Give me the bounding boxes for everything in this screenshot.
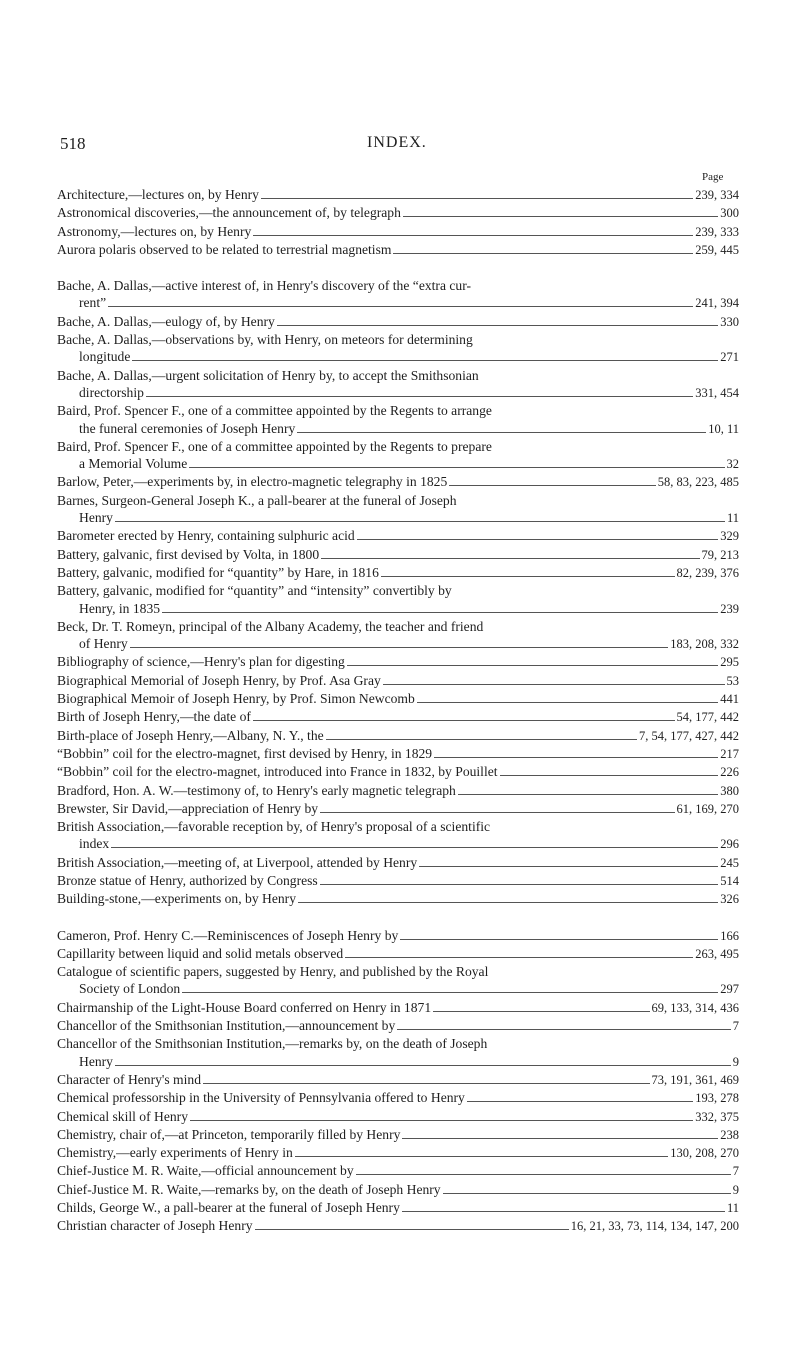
- entry-line: [57, 800, 739, 818]
- entry-text: “Bobbin” coil for the electro-magnet, introduced into France in 1832, by Pouillet: [57, 764, 498, 780]
- entry-text: Catalogue of scientific papers, suggested by Henry, and published by the Royal: [57, 964, 489, 980]
- dot-leader: [402, 1138, 718, 1139]
- entry-text: directorship: [79, 384, 144, 400]
- entry-text: index: [79, 836, 110, 852]
- index-entry: [57, 963, 739, 999]
- page-reference: 217: [720, 746, 739, 761]
- page-reference: 239, 334: [695, 188, 739, 202]
- page-reference: 10, 11: [708, 421, 739, 436]
- page-reference: 263, 495: [695, 946, 739, 961]
- dot-leader: [162, 612, 718, 613]
- entry-text: Biographical Memorial of Joseph Henry, by Prof. Asa Gray: [57, 672, 381, 688]
- index-entry: [57, 1126, 739, 1144]
- page-title: INDEX.: [367, 134, 427, 151]
- entry-line: [57, 204, 739, 222]
- entry-line: [57, 582, 739, 599]
- page-reference: 193, 278: [695, 1091, 739, 1106]
- entry-line: [57, 1181, 739, 1199]
- entry-continuation-line: [57, 835, 739, 853]
- index-entry: [57, 1071, 739, 1089]
- page-reference: 130, 208, 270: [670, 1146, 739, 1161]
- dot-leader: [203, 1083, 649, 1084]
- entry-text: Bradford, Hon. A. W.—testimony of, to Henry's early magnetic telegraph: [57, 782, 456, 798]
- index-entry: [57, 1017, 739, 1035]
- page-reference: 245: [720, 855, 739, 870]
- entry-line: [57, 890, 739, 908]
- index-entry: [57, 818, 739, 854]
- entry-line: [57, 1108, 739, 1126]
- dot-leader: [467, 1101, 693, 1102]
- entry-line: [57, 1126, 739, 1144]
- index-entry: [57, 367, 739, 403]
- dot-leader: [253, 235, 693, 236]
- entry-line: [57, 564, 739, 582]
- page-reference: 330: [720, 314, 739, 329]
- entry-line: [57, 872, 739, 890]
- index-entry: [57, 473, 739, 491]
- index-entry: [57, 999, 739, 1017]
- entry-text: a Memorial Volume: [79, 456, 188, 472]
- dot-leader: [443, 1193, 731, 1194]
- index-entry: [57, 653, 739, 671]
- entry-text: Chairmanship of the Light-House Board conferred on Henry in 1871: [57, 999, 432, 1015]
- entry-continuation-line: [57, 348, 739, 366]
- entry-text: Baird, Prof. Spencer F., one of a committee appointed by the Regents to arrange: [57, 403, 492, 419]
- page-reference: 166: [720, 928, 739, 943]
- entry-text: Chemical professorship in the University of Pennsylvania offered to Henry: [57, 1090, 465, 1106]
- dot-leader: [297, 432, 706, 433]
- page-reference: 16, 21, 33, 73, 114, 134, 147, 200: [570, 1219, 739, 1234]
- entry-continuation-line: [57, 420, 739, 438]
- index-entry: [57, 546, 739, 564]
- entry-line: [57, 223, 739, 241]
- entry-line: [57, 1017, 739, 1035]
- dot-leader: [417, 702, 718, 703]
- entry-continuation-line: [57, 980, 739, 998]
- entry-text: Aurora polaris observed to be related to terrestrial magnetism: [57, 241, 392, 257]
- entry-line: [57, 546, 739, 564]
- entry-text: Cameron, Prof. Henry C.—Reminiscences of Joseph Henry by: [57, 927, 399, 943]
- entry-line: [57, 1035, 739, 1052]
- entry-line: [57, 527, 739, 545]
- page-column-label: Page: [702, 171, 724, 183]
- index-entry: [57, 582, 739, 618]
- entry-text: Henry: [79, 1053, 113, 1069]
- letter-group-break: [57, 259, 739, 277]
- page-reference: 241, 394: [695, 296, 739, 311]
- entry-text: Childs, George W., a pall-bearer at the funeral of Joseph Henry: [57, 1200, 400, 1216]
- page-reference: 514: [720, 873, 739, 888]
- dot-leader: [347, 665, 718, 666]
- page-reference: 73, 191, 361, 469: [651, 1072, 739, 1087]
- entry-text: British Association,—meeting of, at Liverpool, attended by Henry: [57, 854, 418, 870]
- page-reference: 331, 454: [695, 385, 739, 400]
- entry-line: [57, 999, 739, 1017]
- entry-line: [57, 331, 739, 348]
- index-entry: [57, 727, 739, 745]
- index-entry: [57, 945, 739, 963]
- index-entry: [57, 890, 739, 908]
- page-reference: 332, 375: [695, 1109, 739, 1124]
- entry-text: Biographical Memoir of Joseph Henry, by Prof. Simon Newcomb: [57, 691, 415, 707]
- entry-text: Bache, A. Dallas,—active interest of, in Henry's discovery of the “extra cur-: [57, 278, 471, 294]
- entry-line: [57, 277, 739, 294]
- dot-leader: [433, 1011, 649, 1012]
- index-entry: [57, 313, 739, 331]
- index-entry: [57, 1217, 739, 1235]
- index-entry: [57, 872, 739, 890]
- index-entry: [57, 800, 739, 818]
- entry-text: of Henry: [79, 636, 128, 652]
- dot-leader: [298, 902, 718, 903]
- page-reference: 58, 83, 223, 485: [657, 475, 739, 490]
- entry-text: Bronze statue of Henry, authorized by Congress: [57, 872, 318, 888]
- dot-leader: [320, 812, 674, 813]
- entry-line: [57, 618, 739, 635]
- index-entry: [57, 223, 739, 241]
- entry-line: [57, 854, 739, 872]
- entry-line: [57, 727, 739, 745]
- entry-text: rent”: [79, 295, 107, 311]
- entry-continuation-line: [57, 384, 739, 402]
- entry-text: the funeral ceremonies of Joseph Henry: [79, 420, 296, 436]
- entry-text: Barometer erected by Henry, containing sulphuric acid: [57, 528, 355, 544]
- entry-text: Architecture,—lectures on, by Henry: [57, 187, 259, 202]
- dot-leader: [400, 939, 718, 940]
- entry-text: Capillarity between liquid and solid metals observed: [57, 945, 344, 961]
- index-entry: [57, 1181, 739, 1199]
- entry-text: Barlow, Peter,—experiments by, in electro-magnetic telegraphy in 1825: [57, 474, 448, 490]
- index-entry: [57, 1144, 739, 1162]
- index-entry: [57, 782, 739, 800]
- entry-line: [57, 963, 739, 980]
- index-entry: [57, 277, 739, 313]
- entry-continuation-line: [57, 294, 739, 312]
- index-entry: [57, 564, 739, 582]
- page-reference: 239: [720, 601, 739, 616]
- entry-text: Brewster, Sir David,—appreciation of Henry by: [57, 800, 319, 816]
- entry-text: Chemistry, chair of,—at Princeton, temporarily filled by Henry: [57, 1126, 401, 1142]
- page-reference: 82, 239, 376: [676, 565, 739, 580]
- index-entry: [57, 1089, 739, 1107]
- dot-leader: [383, 684, 725, 685]
- dot-leader: [132, 360, 718, 361]
- index-entry: [57, 1199, 739, 1217]
- dot-leader: [255, 1229, 569, 1230]
- entry-line: [57, 313, 739, 331]
- index-list: [57, 186, 739, 1236]
- entry-text: longitude: [79, 349, 131, 365]
- dot-leader: [397, 1029, 730, 1030]
- page-reference: 239, 333: [695, 224, 739, 239]
- dot-leader: [458, 794, 718, 795]
- dot-leader: [403, 216, 718, 217]
- entry-text: Barnes, Surgeon-General Joseph K., a pall-bearer at the funeral of Joseph: [57, 492, 457, 508]
- index-entry: [57, 402, 739, 438]
- entry-text: Birth of Joseph Henry,—the date of: [57, 709, 251, 725]
- page-reference: 79, 213: [701, 547, 739, 562]
- entry-line: [57, 186, 739, 204]
- entry-line: [57, 438, 739, 455]
- index-entry: [57, 618, 739, 654]
- entry-line: [57, 782, 739, 800]
- page-reference: 9: [732, 1054, 739, 1069]
- page-reference: 9: [732, 1182, 739, 1197]
- page-reference: 300: [720, 206, 739, 221]
- page-reference: 54, 177, 442: [676, 710, 739, 725]
- entry-text: Henry: [79, 510, 113, 526]
- dot-leader: [381, 576, 675, 577]
- entry-text: Chancellor of the Smithsonian Institution,—announcement by: [57, 1018, 396, 1034]
- index-entry: [57, 204, 739, 222]
- page-reference: 61, 169, 270: [676, 801, 739, 816]
- index-entry: [57, 763, 739, 781]
- entry-text: Chancellor of the Smithsonian Institution,—remarks by, on the death of Joseph: [57, 1036, 488, 1052]
- entry-line: [57, 653, 739, 671]
- entry-continuation-line: [57, 635, 739, 653]
- page-reference: 11: [726, 511, 739, 526]
- dot-leader: [449, 485, 655, 486]
- entry-line: [57, 367, 739, 384]
- dot-leader: [277, 325, 718, 326]
- index-entry: [57, 927, 739, 945]
- entry-line: [57, 1162, 739, 1180]
- page-reference: 7, 54, 177, 427, 442: [639, 728, 739, 743]
- dot-leader: [500, 775, 719, 776]
- entry-text: Chemistry,—early experiments of Henry in: [57, 1145, 293, 1161]
- dot-leader: [111, 847, 718, 848]
- entry-text: Character of Henry's mind: [57, 1071, 202, 1087]
- page-reference: 380: [720, 783, 739, 798]
- entry-line: [57, 1071, 739, 1089]
- dot-leader: [108, 306, 693, 307]
- entry-continuation-line: [57, 600, 739, 618]
- index-entry: [57, 241, 739, 259]
- page-reference: 183, 208, 332: [670, 637, 739, 652]
- entry-continuation-line: [57, 455, 739, 473]
- entry-line: [57, 818, 739, 835]
- entry-text: Birth-place of Joseph Henry,—Albany, N. Y., the: [57, 727, 324, 743]
- index-entry: [57, 745, 739, 763]
- index-entry: [57, 1035, 739, 1071]
- entry-text: Christian character of Joseph Henry: [57, 1218, 253, 1234]
- dot-leader: [189, 467, 724, 468]
- entry-line: [57, 745, 739, 763]
- entry-text: “Bobbin” coil for the electro-magnet, first devised by Henry, in 1829: [57, 745, 433, 761]
- entry-line: [57, 672, 739, 690]
- dot-leader: [357, 539, 719, 540]
- entry-text: British Association,—favorable reception by, of Henry's proposal of a scientific: [57, 819, 491, 835]
- dot-leader: [115, 1065, 731, 1066]
- index-entry: [57, 527, 739, 545]
- page-reference: 326: [720, 892, 739, 907]
- entry-text: Chief-Justice M. R. Waite,—remarks by, on the death of Joseph Henry: [57, 1181, 441, 1197]
- page-reference: 53: [726, 673, 739, 688]
- index-entry: [57, 690, 739, 708]
- page-reference: 7: [732, 1164, 739, 1179]
- entry-text: Baird, Prof. Spencer F., one of a committee appointed by the Regents to prepare: [57, 438, 492, 454]
- index-entry: [57, 672, 739, 690]
- entry-text: Bache, A. Dallas,—observations by, with Henry, on meteors for determining: [57, 332, 473, 348]
- entry-line: [57, 1089, 739, 1107]
- entry-text: Battery, galvanic, modified for “quantity” and “intensity” convertibly by: [57, 583, 452, 599]
- index-entry: [57, 854, 739, 872]
- entry-text: Bache, A. Dallas,—urgent solicitation of Henry by, to accept the Smithsonian: [57, 367, 479, 383]
- entry-line: [57, 690, 739, 708]
- page-reference: 296: [720, 837, 739, 852]
- dot-leader: [320, 884, 719, 885]
- entry-text: Bache, A. Dallas,—eulogy of, by Henry: [57, 313, 275, 329]
- entry-text: Astronomy,—lectures on, by Henry: [57, 223, 252, 239]
- entry-line: [57, 492, 739, 509]
- page-reference: 259, 445: [695, 242, 739, 257]
- entry-line: [57, 1217, 739, 1235]
- page-reference: 238: [720, 1127, 739, 1142]
- entry-text: Bibliography of science,—Henry's plan for digesting: [57, 654, 345, 670]
- entry-line: [57, 402, 739, 419]
- index-entry: [57, 492, 739, 528]
- dot-leader: [345, 957, 693, 958]
- entry-text: Battery, galvanic, first devised by Volta, in 1800: [57, 546, 320, 562]
- entry-continuation-line: [57, 1053, 739, 1071]
- entry-text: Chemical skill of Henry: [57, 1108, 188, 1124]
- index-entry: [57, 1108, 739, 1126]
- dot-leader: [182, 992, 718, 993]
- dot-leader: [434, 757, 718, 758]
- page-reference: 271: [720, 350, 739, 365]
- dot-leader: [146, 396, 693, 397]
- page-reference: 441: [720, 692, 739, 707]
- dot-leader: [261, 198, 693, 199]
- page-reference: 297: [720, 982, 739, 997]
- entry-text: Society of London: [79, 981, 181, 997]
- entry-text: Astronomical discoveries,—the announcement of, by telegraph: [57, 205, 401, 221]
- entry-text: Beck, Dr. T. Romeyn, principal of the Albany Academy, the teacher and friend: [57, 618, 484, 634]
- dot-leader: [393, 253, 693, 254]
- entry-continuation-line: [57, 509, 739, 527]
- entry-line: [57, 1144, 739, 1162]
- page-reference: 7: [732, 1019, 739, 1034]
- page-reference: 226: [720, 765, 739, 780]
- entry-line: [57, 708, 739, 726]
- index-entry: [57, 1162, 739, 1180]
- dot-leader: [115, 521, 725, 522]
- dot-leader: [321, 558, 699, 559]
- entry-text: Building-stone,—experiments on, by Henry: [57, 891, 296, 907]
- letter-group-break: [57, 909, 739, 927]
- page-reference: 69, 133, 314, 436: [651, 1000, 739, 1015]
- entry-text: Battery, galvanic, modified for “quantity” by Hare, in 1816: [57, 564, 379, 580]
- dot-leader: [419, 866, 718, 867]
- entry-line: [57, 945, 739, 963]
- dot-leader: [402, 1211, 725, 1212]
- index-entry: [57, 331, 739, 367]
- entry-text: Chief-Justice M. R. Waite,—official announcement by: [57, 1163, 354, 1179]
- entry-line: [57, 927, 739, 945]
- entry-text: Henry, in 1835: [79, 600, 161, 616]
- entry-line: [57, 1199, 739, 1217]
- page-reference: 32: [726, 457, 739, 472]
- dot-leader: [326, 739, 637, 740]
- index-entry: [57, 438, 739, 474]
- entry-line: [57, 241, 739, 259]
- dot-leader: [253, 720, 675, 721]
- dot-leader: [130, 647, 669, 648]
- dot-leader: [295, 1156, 668, 1157]
- page-reference: 295: [720, 655, 739, 670]
- index-entry: [57, 186, 739, 204]
- index-entry: [57, 708, 739, 726]
- entry-line: [57, 763, 739, 781]
- dot-leader: [190, 1120, 693, 1121]
- entry-line: [57, 473, 739, 491]
- dot-leader: [356, 1174, 731, 1175]
- page-reference: 329: [720, 529, 739, 544]
- page-number: 518: [60, 134, 86, 153]
- page-reference: 11: [726, 1201, 739, 1216]
